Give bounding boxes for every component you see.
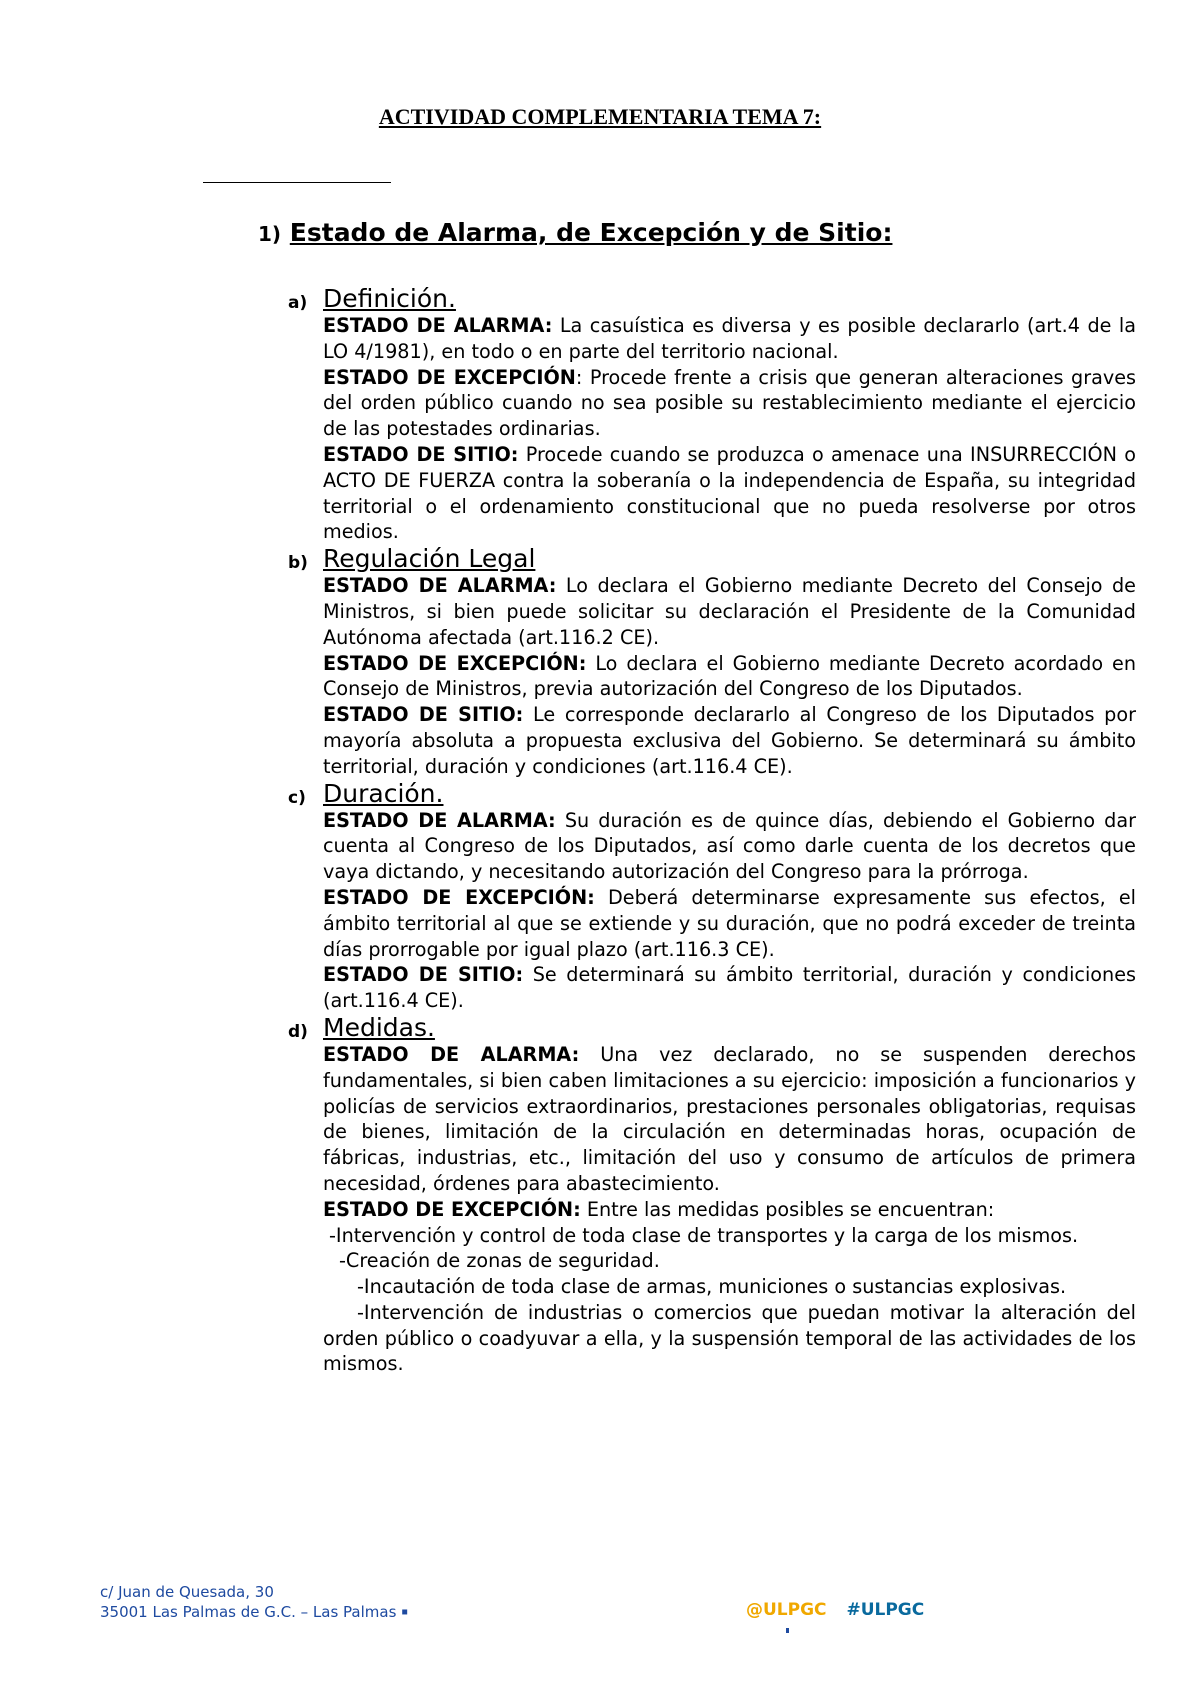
paragraph bbox=[323, 1197, 1136, 1223]
paragraph bbox=[323, 651, 1136, 703]
section-heading bbox=[288, 778, 1136, 808]
paragraph-label: ESTADO DE EXCEPCIÓN bbox=[323, 365, 576, 389]
social-hashtag-link[interactable]: #ULPGC bbox=[846, 1600, 925, 1620]
section-definicion bbox=[288, 285, 1136, 545]
address-line-2: 35001 Las Palmas de G.C. – Las Palmas ▪ bbox=[100, 1603, 408, 1621]
section-title: Duración. bbox=[323, 778, 444, 808]
footer-dot-icon bbox=[786, 1628, 789, 1633]
document-title: ACTIVIDAD COMPLEMENTARIA TEMA 7: bbox=[378, 104, 822, 129]
section-letter: a) bbox=[288, 293, 308, 313]
section-heading bbox=[288, 544, 1136, 574]
paragraph bbox=[323, 962, 1136, 1014]
section-title: Medidas. bbox=[323, 1012, 435, 1042]
paragraph-label: ESTADO DE EXCEPCIÓN: bbox=[323, 651, 587, 675]
address-line-1: c/ Juan de Quesada, 30 bbox=[100, 1583, 274, 1601]
section-heading bbox=[288, 1012, 1136, 1042]
bullet-item: -Intervención de industrias o comercios que puedan motivar la alteración del orden público o coadyuvar a ella, y la suspensión temporal de las actividades de los mismos. bbox=[323, 1300, 1136, 1376]
section-letter: b) bbox=[288, 553, 308, 574]
paragraph-label: ESTADO DE EXCEPCIÓN: bbox=[323, 1197, 581, 1221]
paragraph-text: Una vez declarado, no se suspenden derechos fundamentales, si bien caben limitaciones a su ejercicio: imposición a funcionarios y policías de servicios extraordinarios, prestaciones personales obligatorias, requisas de bienes, limitación de la circulación en determinadas horas, ocupación de fábricas, industrias, etc., limitación del uso y consumo de artículos de primera necesidad, órdenes para abastecimiento. bbox=[323, 1042, 1136, 1195]
paragraph-text: Lo declara el Gobierno mediante Decreto acordado en Consejo de Ministros, previa autorización del Congreso de los Diputados. bbox=[323, 651, 1136, 701]
paragraph bbox=[323, 365, 1136, 442]
paragraph-label: ESTADO DE SITIO: bbox=[323, 963, 524, 987]
bullet-item: -Creación de zonas de seguridad. bbox=[339, 1249, 660, 1273]
paragraph-text: Su duración es de quince días, debiendo el Gobierno dar cuenta al Congreso de los Diputados, así como darle cuenta de los decretos que vaya dictando, y necesitando autorización del Congreso para la prórroga. bbox=[323, 808, 1136, 884]
main-heading-number: 1) bbox=[258, 222, 282, 246]
bullet-item: -Incautación de toda clase de armas, municiones o sustancias explosivas. bbox=[357, 1275, 1067, 1299]
paragraph-label: ESTADO DE SITIO: bbox=[323, 442, 519, 466]
main-heading bbox=[258, 218, 892, 247]
footer-social bbox=[746, 1600, 924, 1620]
section-letter: d) bbox=[288, 1021, 308, 1042]
section-title: Regulación Legal bbox=[323, 544, 536, 574]
paragraph-text: Procede cuando se produzca o amenace una INSURRECCIÓN o ACTO DE FUERZA contra la soberanía o la independencia de España, su integridad territorial o el ordenamiento constitucional que no pueda resolverse por otros medios. bbox=[323, 442, 1136, 544]
paragraph bbox=[323, 442, 1136, 545]
paragraph bbox=[323, 1042, 1136, 1197]
section-duracion bbox=[288, 780, 1136, 1014]
bullet-item: -Intervención y control de toda clase de transportes y la carga de los mismos. bbox=[329, 1223, 1079, 1247]
paragraph bbox=[323, 313, 1136, 365]
social-handle-link[interactable]: @ULPGC bbox=[746, 1600, 827, 1620]
paragraph-text: Le corresponde declararlo al Congreso de los Diputados por mayoría absoluta a propuesta exclusiva del Gobierno. Se determinará su ámbito territorial, duración y condiciones (art.116.4 CE). bbox=[323, 703, 1136, 778]
paragraph-label: ESTADO DE SITIO: bbox=[323, 703, 524, 727]
section-title: Definición. bbox=[323, 284, 456, 313]
square-bullet-icon: ▪ bbox=[401, 1606, 408, 1618]
paragraph-text: Se determinará su ámbito territorial, duración y condiciones (art.116.4 CE). bbox=[323, 963, 1136, 1013]
paragraph-text: Lo declara el Gobierno mediante Decreto del Consejo de Ministros, si bien puede solicitar su declaración el Presidente de la Comunidad Autónoma afectada (art.116.2 CE). bbox=[323, 574, 1136, 649]
section-medidas bbox=[288, 1014, 1136, 1377]
paragraph-label: ESTADO DE EXCEPCIÓN: bbox=[323, 885, 595, 909]
horizontal-rule bbox=[203, 182, 391, 183]
paragraph-label: ESTADO DE ALARMA: bbox=[323, 574, 557, 598]
section-letter: c) bbox=[288, 787, 306, 808]
paragraph bbox=[323, 885, 1136, 962]
paragraph-text: La casuística es diversa y es posible declararlo (art.4 de la LO 4/1981), en todo o en parte del territorio nacional. bbox=[323, 314, 1136, 363]
paragraph-label: ESTADO DE ALARMA: bbox=[323, 314, 553, 337]
paragraph-label: ESTADO DE ALARMA: bbox=[323, 808, 556, 832]
paragraph-text: Entre las medidas posibles se encuentran: bbox=[580, 1197, 995, 1221]
paragraph bbox=[323, 702, 1136, 779]
paragraph bbox=[323, 808, 1136, 885]
paragraph-text: : Procede frente a crisis que generan alteraciones graves del orden público cuando no sea posible su restablecimiento mediante el ejercicio de las potestades ordinarias. bbox=[323, 365, 1136, 441]
paragraph-text: Deberá determinarse expresamente sus efectos, el ámbito territorial al que se extiende y su duración, que no podrá exceder de treinta días prorrogable por igual plazo (art.116.3 CE). bbox=[323, 885, 1136, 961]
bullet-list bbox=[323, 1223, 1136, 1378]
paragraph-label: ESTADO DE ALARMA: bbox=[323, 1042, 580, 1066]
paragraph bbox=[323, 573, 1136, 650]
section-heading bbox=[288, 284, 1136, 313]
footer-address bbox=[100, 1582, 408, 1623]
sections-list bbox=[288, 285, 1136, 1377]
section-regulacion-legal bbox=[288, 545, 1136, 779]
main-heading-text: Estado de Alarma, de Excepción y de Sitio: bbox=[289, 218, 893, 247]
